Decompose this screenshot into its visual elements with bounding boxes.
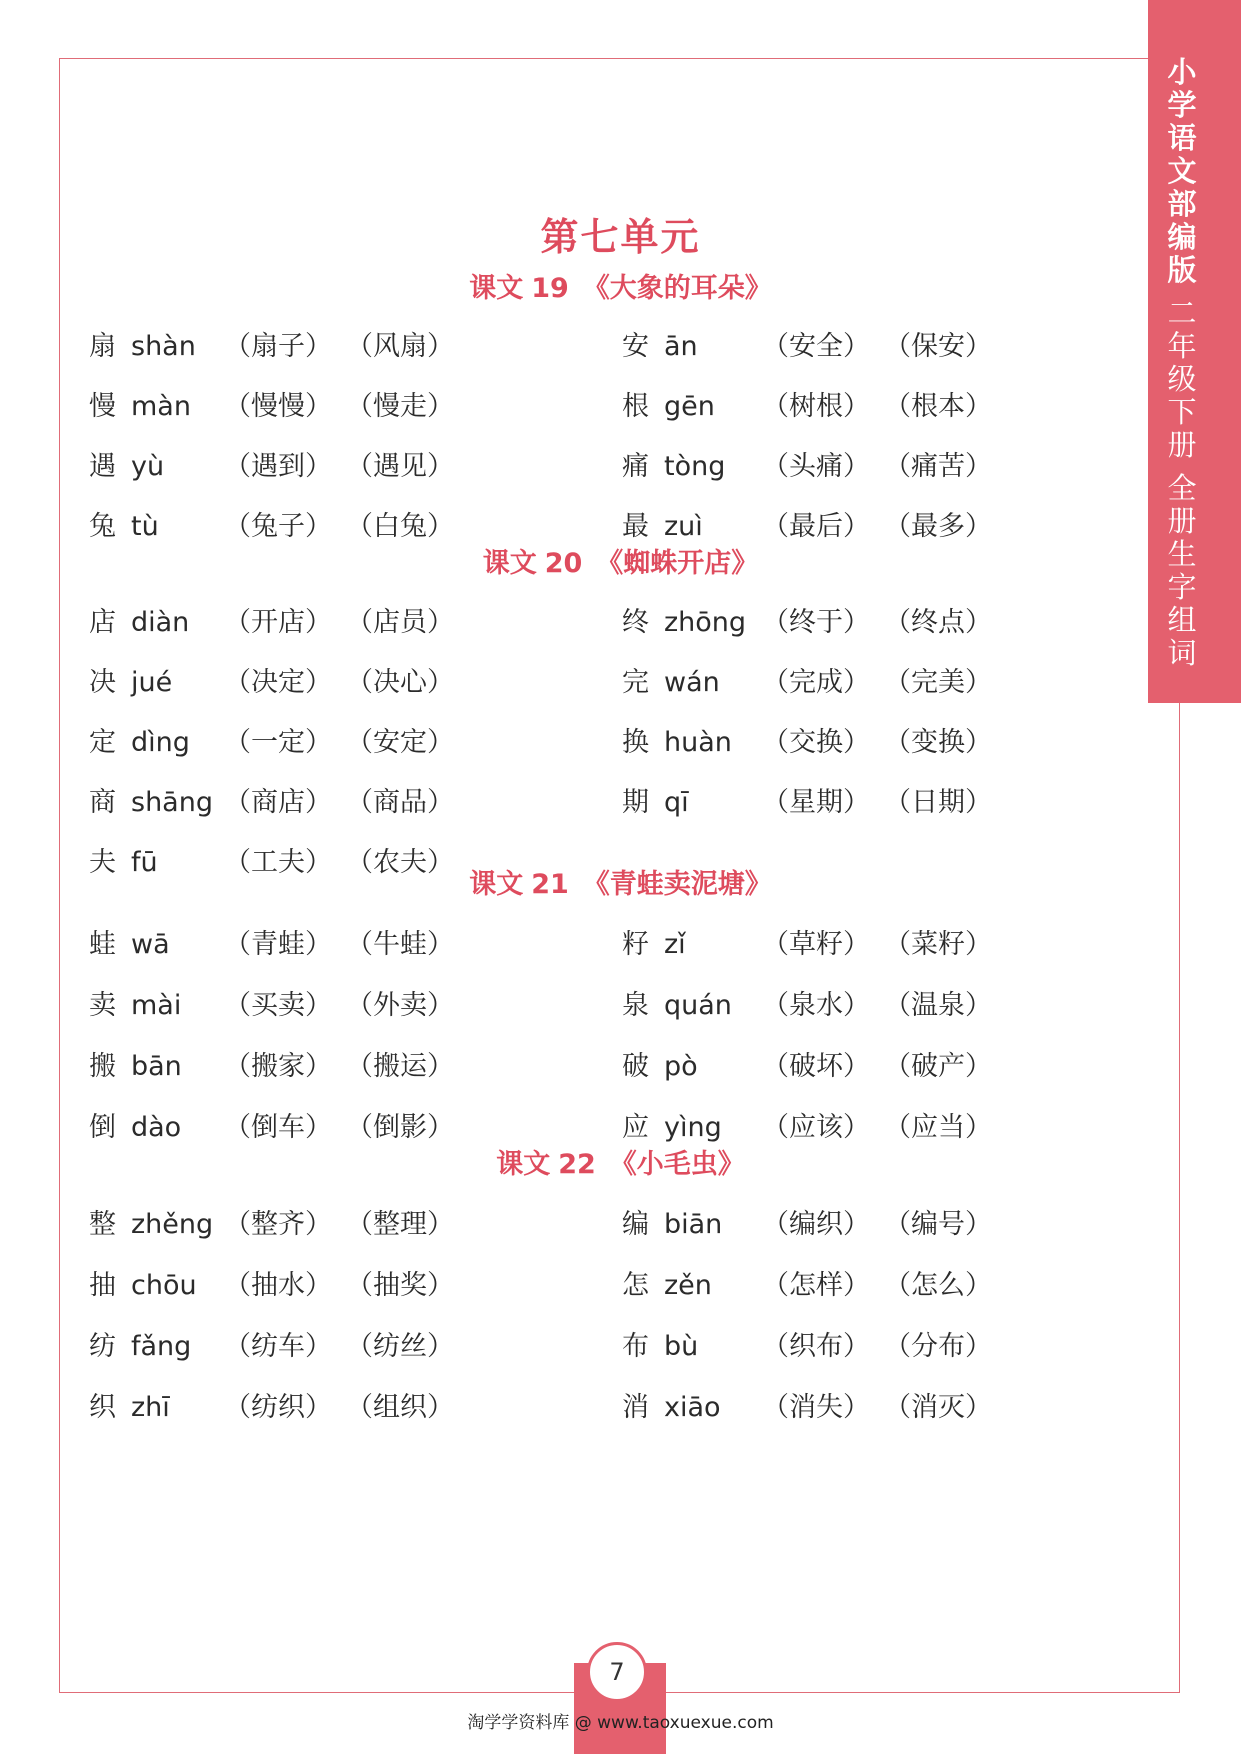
vocab-pinyin: bù [664,1331,699,1362]
unit-title: 第七单元 [540,215,701,259]
banner-title-char: 编 [1167,220,1197,254]
vocab-word: （星期） [762,787,870,818]
vocab-pinyin: huàn [664,727,732,758]
banner-grade-char: 下 [1167,395,1197,429]
vocab-word: （农夫） [346,847,454,878]
vocab-word: （痛苦） [884,451,992,482]
vocab-pinyin: qī [664,787,689,818]
banner-subtitle-char: 全 [1167,471,1197,505]
vocab-character: 消 [622,1392,649,1423]
vocab-word: （组织） [346,1392,454,1423]
vocab-pinyin: tù [131,511,159,542]
vocab-word: （破坏） [762,1051,870,1082]
banner-subtitle-char: 生 [1167,537,1197,571]
lesson-name: 《蜘蛛开店》 [596,548,759,579]
vocab-character: 卖 [89,990,116,1021]
vocab-pinyin: ān [664,331,698,362]
vocab-character: 蛙 [89,929,116,960]
banner-grade-char: 级 [1167,362,1197,396]
vocab-word: （编号） [884,1209,992,1240]
vocab-pinyin: jué [131,667,173,698]
banner-title-char: 小 [1167,55,1197,89]
vocab-word: （应当） [884,1112,992,1143]
vocab-row [0,1327,1100,1367]
vocab-word: （编织） [762,1209,870,1240]
banner-title-char: 文 [1167,154,1197,188]
vocab-word: （安全） [762,331,870,362]
vocab-character: 破 [622,1051,649,1082]
vocab-word: （完美） [884,667,992,698]
banner-grade-char: 年 [1167,329,1197,363]
banner-title-char: 学 [1167,88,1197,122]
vocab-character: 痛 [622,451,649,482]
lesson-name: 《小毛虫》 [609,1149,745,1180]
vocab-pinyin: pò [664,1051,698,1082]
lesson-number: 21 [531,869,569,900]
page-number: 7 [587,1642,647,1702]
vocab-word: （日期） [884,787,992,818]
vocab-pinyin: wán [664,667,720,698]
vocab-character: 店 [89,607,116,638]
vocab-word: （遇见） [346,451,454,482]
vocab-word: （扇子） [224,331,332,362]
vocab-character: 慢 [89,391,116,422]
vocab-word: （分布） [884,1331,992,1362]
vocab-pinyin: zěn [664,1270,712,1301]
vocab-character: 夫 [89,847,116,878]
vocab-word: （决心） [346,667,454,698]
vocab-pinyin: bān [131,1051,182,1082]
vocab-pinyin: dào [131,1112,182,1143]
vocab-row [0,387,1100,427]
vocab-word: （温泉） [884,990,992,1021]
banner-grade-char: 册 [1167,428,1197,462]
vocab-pinyin: zhī [131,1392,170,1423]
vocab-character: 根 [622,391,649,422]
lesson-title [0,266,1241,305]
vocab-character: 泉 [622,990,649,1021]
vocab-word: （商店） [224,787,332,818]
vocab-character: 决 [89,667,116,698]
lesson-title [0,541,1241,580]
vocab-word: （商品） [346,787,454,818]
vocab-pinyin: zǐ [664,929,686,960]
lesson-label: 课文 [469,869,524,900]
vocab-word: （泉水） [762,990,870,1021]
vocab-row [0,783,1100,823]
vocab-character: 应 [622,1112,649,1143]
vocab-word: （外卖） [346,990,454,1021]
footer-watermark: 淘学学资料库 @ www.taoxuexue.com [467,1713,774,1733]
vocab-character: 整 [89,1209,116,1240]
vocab-word: （抽奖） [346,1270,454,1301]
lesson-number: 19 [531,273,569,304]
lesson-name: 《青蛙卖泥塘》 [582,869,772,900]
vocab-word: （终点） [884,607,992,638]
vocab-character: 布 [622,1331,649,1362]
vocab-pinyin: yìng [664,1112,722,1143]
vocab-row [0,1266,1100,1306]
vocab-pinyin: fǎng [131,1331,192,1362]
vocab-pinyin: diàn [131,607,190,638]
lesson-title [0,1142,1241,1181]
vocab-pinyin: zhōng [664,607,747,638]
vocab-pinyin: shāng [131,787,213,818]
vocab-row [0,1388,1100,1428]
lesson-label: 课文 [496,1149,551,1180]
vocab-character: 抽 [89,1270,116,1301]
lesson-label: 课文 [482,548,537,579]
vocab-character: 定 [89,727,116,758]
vocab-pinyin: fū [131,847,158,878]
vocab-word: （整齐） [224,1209,332,1240]
vocab-word: （保安） [884,331,992,362]
vocab-word: （树根） [762,391,870,422]
vocab-pinyin: màn [131,391,191,422]
lesson-title [0,862,1241,901]
vocab-word: （慢走） [346,391,454,422]
vocab-word: （白兔） [346,511,454,542]
vocab-character: 安 [622,331,649,362]
vocab-word: （倒车） [224,1112,332,1143]
vocab-character: 换 [622,727,649,758]
vocab-pinyin: quán [664,990,732,1021]
vocab-word: （工夫） [224,847,332,878]
vocab-character: 终 [622,607,649,638]
vocab-character: 最 [622,511,649,542]
vocab-word: （完成） [762,667,870,698]
vocab-word: （消灭） [884,1392,992,1423]
vocab-word: （纺车） [224,1331,332,1362]
vocab-word: （交换） [762,727,870,758]
vocab-word: （倒影） [346,1112,454,1143]
vocab-word: （买卖） [224,990,332,1021]
vocab-word: （决定） [224,667,332,698]
vocab-word: （变换） [884,727,992,758]
vocab-pinyin: biān [664,1209,723,1240]
vocab-row [0,1205,1100,1245]
banner-subtitle-char: 字 [1167,570,1197,604]
vocab-character: 纺 [89,1331,116,1362]
vocab-pinyin: chōu [131,1270,197,1301]
vocab-pinyin: zhěng [131,1209,214,1240]
vocab-word: （牛蛙） [346,929,454,960]
vocab-character: 籽 [622,929,649,960]
vocab-pinyin: xiāo [664,1392,721,1423]
lesson-name: 《大象的耳朵》 [582,273,772,304]
vocab-word: （店员） [346,607,454,638]
vocab-character: 扇 [89,331,116,362]
vocab-word: （菜籽） [884,929,992,960]
vocab-word: （怎样） [762,1270,870,1301]
banner-title-char: 语 [1167,121,1197,155]
vocab-character: 织 [89,1392,116,1423]
vocab-row [0,925,1100,965]
banner-subtitle-char: 词 [1167,636,1197,670]
vocab-word: （织布） [762,1331,870,1362]
vocab-row [0,327,1100,367]
vocab-word: （搬家） [224,1051,332,1082]
vocab-word: （破产） [884,1051,992,1082]
vocab-word: （怎么） [884,1270,992,1301]
vocab-word: （纺丝） [346,1331,454,1362]
vocab-character: 编 [622,1209,649,1240]
vocab-row [0,447,1100,487]
vocab-word: （一定） [224,727,332,758]
vocab-pinyin: shàn [131,331,196,362]
vocab-word: （消失） [762,1392,870,1423]
vocab-word: （青蛙） [224,929,332,960]
vocab-word: （开店） [224,607,332,638]
banner-title-char: 版 [1167,253,1197,287]
vocab-row [0,1047,1100,1087]
vocab-character: 兔 [89,511,116,542]
lesson-number: 22 [558,1149,596,1180]
vocab-pinyin: wā [131,929,170,960]
vocab-word: （遇到） [224,451,332,482]
vocab-word: （安定） [346,727,454,758]
vocab-word: （终于） [762,607,870,638]
vocab-row [0,986,1100,1026]
vocab-pinyin: zuì [664,511,703,542]
vocab-word: （最多） [884,511,992,542]
vocab-word: （最后） [762,511,870,542]
vocab-word: （风扇） [346,331,454,362]
vocab-word: （搬运） [346,1051,454,1082]
vocab-row [0,603,1100,643]
vocab-character: 期 [622,787,649,818]
vocab-pinyin: gēn [664,391,715,422]
vocab-word: （抽水） [224,1270,332,1301]
vocab-word: （头痛） [762,451,870,482]
banner-subtitle-char: 册 [1167,504,1197,538]
vocab-pinyin: mài [131,990,182,1021]
vocab-row [0,723,1100,763]
vocab-word: （纺织） [224,1392,332,1423]
vocab-row [0,663,1100,703]
banner-grade-char: 二 [1167,296,1197,330]
vocab-character: 商 [89,787,116,818]
lesson-number: 20 [544,548,583,579]
vocab-character: 遇 [89,451,116,482]
banner-subtitle-char: 组 [1167,603,1197,637]
vocab-word: （整理） [346,1209,454,1240]
vocab-pinyin: dìng [131,727,190,758]
vocab-word: （应该） [762,1112,870,1143]
vocab-character: 怎 [622,1270,649,1301]
vocab-word: （草籽） [762,929,870,960]
vocab-character: 倒 [89,1112,116,1143]
vocab-character: 搬 [89,1051,116,1082]
vocab-pinyin: tòng [664,451,726,482]
vocab-pinyin: yù [131,451,165,482]
vocab-word: （慢慢） [224,391,332,422]
vocab-word: （兔子） [224,511,332,542]
banner-title-char: 部 [1167,187,1197,221]
vocab-character: 完 [622,667,649,698]
lesson-label: 课文 [469,273,524,304]
vocab-word: （根本） [884,391,992,422]
